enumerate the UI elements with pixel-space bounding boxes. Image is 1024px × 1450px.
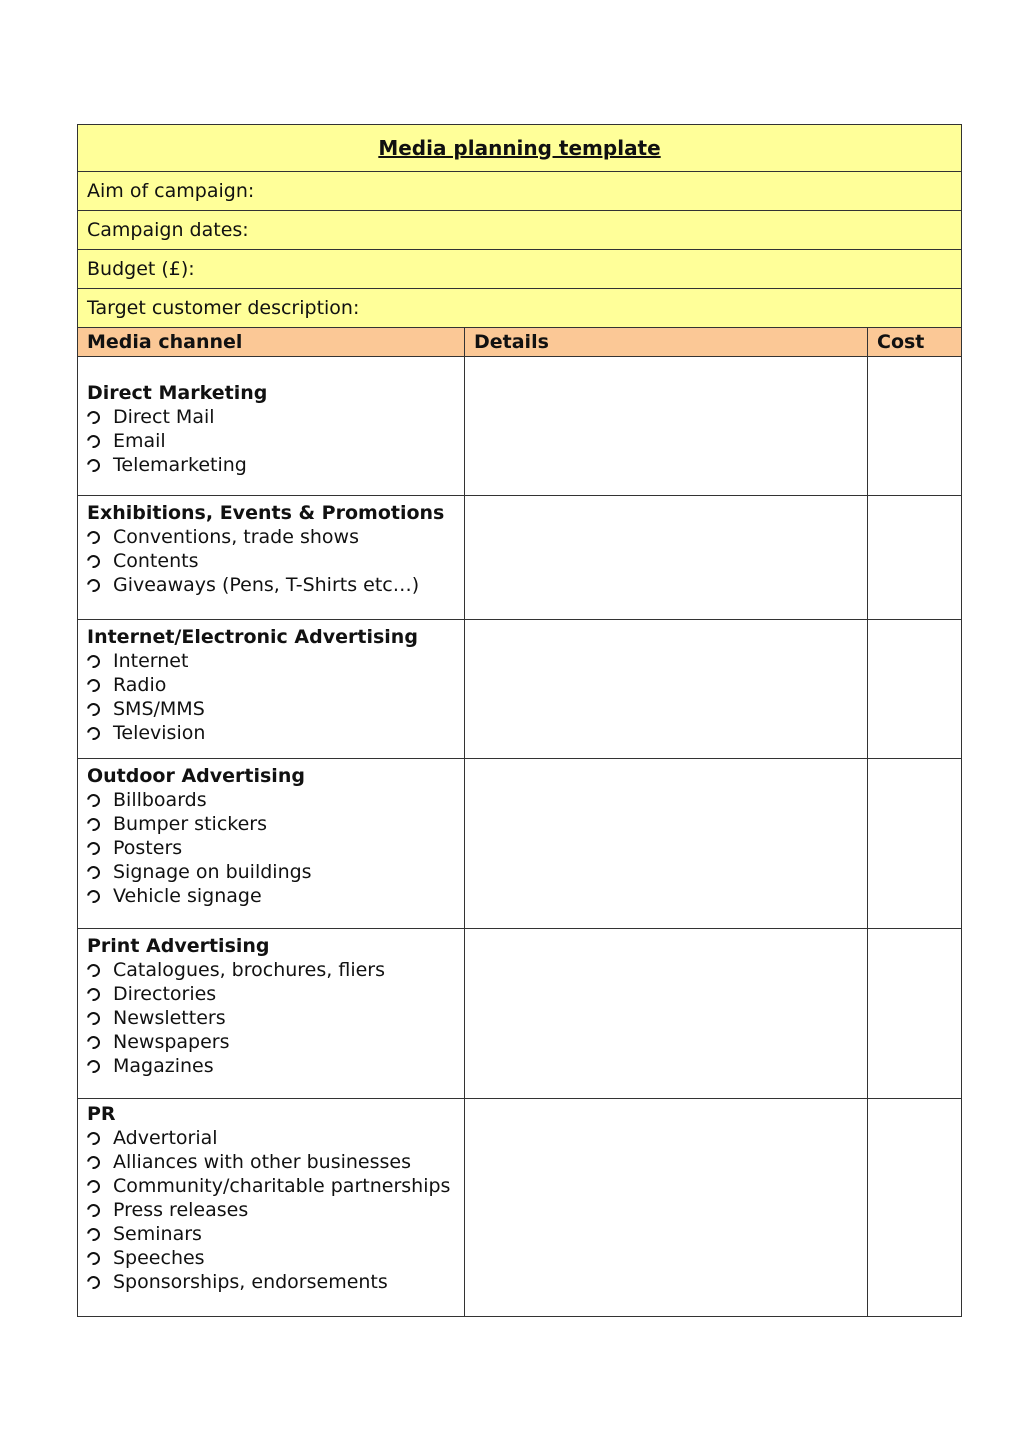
option-item[interactable] (87, 1054, 455, 1078)
option-item[interactable] (87, 525, 455, 549)
circle-checkbox-icon[interactable] (87, 573, 113, 597)
option-item[interactable] (87, 884, 455, 908)
option-label: Direct Mail (113, 406, 215, 428)
option-label: Catalogues, brochures, fliers (113, 959, 385, 981)
details-cell[interactable] (465, 759, 868, 929)
channel-cell (78, 929, 465, 1099)
circle-checkbox-icon[interactable] (87, 405, 113, 429)
option-label: SMS/MMS (113, 698, 205, 720)
cost-cell[interactable] (868, 357, 962, 496)
circle-checkbox-icon[interactable] (87, 860, 113, 884)
title-cell (78, 125, 962, 172)
option-item[interactable] (87, 573, 455, 597)
category-name: Exhibitions, Events & Promotions (87, 502, 445, 524)
circle-checkbox-icon[interactable] (87, 884, 113, 908)
circle-checkbox-icon[interactable] (87, 1246, 113, 1270)
option-item[interactable] (87, 673, 455, 697)
option-label: Posters (113, 837, 183, 859)
option-item[interactable] (87, 721, 455, 745)
option-item[interactable] (87, 1270, 455, 1294)
column-header-cost: Cost (868, 328, 962, 357)
option-item[interactable] (87, 405, 455, 429)
option-label: Giveaways (Pens, T-Shirts etc…) (113, 574, 420, 596)
category-row (78, 759, 962, 929)
cost-cell[interactable] (868, 496, 962, 620)
circle-checkbox-icon[interactable] (87, 525, 113, 549)
option-label: Press releases (113, 1199, 249, 1221)
category-row (78, 496, 962, 620)
details-cell[interactable] (465, 620, 868, 759)
channel-cell (78, 620, 465, 759)
option-item[interactable] (87, 1198, 455, 1222)
column-header-row (78, 328, 962, 357)
option-label: Telemarketing (113, 454, 247, 476)
option-item[interactable] (87, 1150, 455, 1174)
field-row-dates (78, 211, 962, 250)
option-label: Newspapers (113, 1031, 230, 1053)
option-item[interactable] (87, 982, 455, 1006)
option-label: Billboards (113, 789, 207, 811)
circle-checkbox-icon[interactable] (87, 549, 113, 573)
option-item[interactable] (87, 697, 455, 721)
option-label: Radio (113, 674, 167, 696)
option-item[interactable] (87, 549, 455, 573)
option-item[interactable] (87, 1006, 455, 1030)
category-row (78, 357, 962, 496)
circle-checkbox-icon[interactable] (87, 453, 113, 477)
channel-cell (78, 357, 465, 496)
budget-field[interactable]: Budget (£): (78, 250, 962, 289)
option-item[interactable] (87, 1174, 455, 1198)
category-row (78, 929, 962, 1099)
option-label: Magazines (113, 1055, 214, 1077)
field-row-target (78, 289, 962, 328)
category-row (78, 1099, 962, 1317)
option-label: Bumper stickers (113, 813, 267, 835)
option-label: Advertorial (113, 1127, 218, 1149)
category-name: Direct Marketing (87, 382, 268, 404)
circle-checkbox-icon[interactable] (87, 1030, 113, 1054)
media-planning-table (77, 124, 962, 1317)
category-name: Print Advertising (87, 935, 270, 957)
circle-checkbox-icon[interactable] (87, 1150, 113, 1174)
circle-checkbox-icon[interactable] (87, 1270, 113, 1294)
option-item[interactable] (87, 453, 455, 477)
option-item[interactable] (87, 1030, 455, 1054)
circle-checkbox-icon[interactable] (87, 697, 113, 721)
details-cell[interactable] (465, 929, 868, 1099)
circle-checkbox-icon[interactable] (87, 1174, 113, 1198)
page-title: Media planning template (378, 135, 661, 160)
aim-of-campaign-field[interactable]: Aim of campaign: (78, 172, 962, 211)
option-label: Sponsorships, endorsements (113, 1271, 388, 1293)
title-row (78, 125, 962, 172)
circle-checkbox-icon[interactable] (87, 836, 113, 860)
circle-checkbox-icon[interactable] (87, 721, 113, 745)
option-item[interactable] (87, 812, 455, 836)
option-label: Community/charitable partnerships (113, 1175, 451, 1197)
option-label: Signage on buildings (113, 861, 312, 883)
option-label: Newsletters (113, 1007, 226, 1029)
details-cell[interactable] (465, 1099, 868, 1317)
option-label: Television (113, 722, 206, 744)
option-item[interactable] (87, 1126, 455, 1150)
circle-checkbox-icon[interactable] (87, 649, 113, 673)
circle-checkbox-icon[interactable] (87, 982, 113, 1006)
cost-cell[interactable] (868, 1099, 962, 1317)
option-label: Internet (113, 650, 189, 672)
option-item[interactable] (87, 958, 455, 982)
column-header-details: Details (465, 328, 868, 357)
target-customer-field[interactable]: Target customer description: (78, 289, 962, 328)
option-label: Conventions, trade shows (113, 526, 359, 548)
details-cell[interactable] (465, 357, 868, 496)
category-name: Internet/Electronic Advertising (87, 626, 418, 648)
circle-checkbox-icon[interactable] (87, 429, 113, 453)
column-header-channel: Media channel (78, 328, 465, 357)
circle-checkbox-icon[interactable] (87, 1198, 113, 1222)
option-item[interactable] (87, 836, 455, 860)
option-label: Vehicle signage (113, 885, 262, 907)
circle-checkbox-icon[interactable] (87, 1054, 113, 1078)
category-row (78, 620, 962, 759)
option-label: Speeches (113, 1247, 205, 1269)
campaign-dates-field[interactable]: Campaign dates: (78, 211, 962, 250)
field-row-budget (78, 250, 962, 289)
circle-checkbox-icon[interactable] (87, 958, 113, 982)
category-name: PR (87, 1103, 116, 1125)
option-label: Alliances with other businesses (113, 1151, 411, 1173)
channel-cell (78, 496, 465, 620)
circle-checkbox-icon[interactable] (87, 812, 113, 836)
details-cell[interactable] (465, 496, 868, 620)
circle-checkbox-icon[interactable] (87, 1006, 113, 1030)
circle-checkbox-icon[interactable] (87, 1222, 113, 1246)
option-item[interactable] (87, 860, 455, 884)
option-item[interactable] (87, 1246, 455, 1270)
option-label: Contents (113, 550, 199, 572)
cost-cell[interactable] (868, 759, 962, 929)
category-name: Outdoor Advertising (87, 765, 305, 787)
option-item[interactable] (87, 429, 455, 453)
option-item[interactable] (87, 1222, 455, 1246)
cost-cell[interactable] (868, 929, 962, 1099)
channel-cell (78, 1099, 465, 1317)
circle-checkbox-icon[interactable] (87, 1126, 113, 1150)
circle-checkbox-icon[interactable] (87, 673, 113, 697)
channel-cell (78, 759, 465, 929)
option-label: Seminars (113, 1223, 202, 1245)
field-row-aim (78, 172, 962, 211)
circle-checkbox-icon[interactable] (87, 788, 113, 812)
option-item[interactable] (87, 649, 455, 673)
cost-cell[interactable] (868, 620, 962, 759)
option-item[interactable] (87, 788, 455, 812)
option-label: Email (113, 430, 166, 452)
option-label: Directories (113, 983, 217, 1005)
